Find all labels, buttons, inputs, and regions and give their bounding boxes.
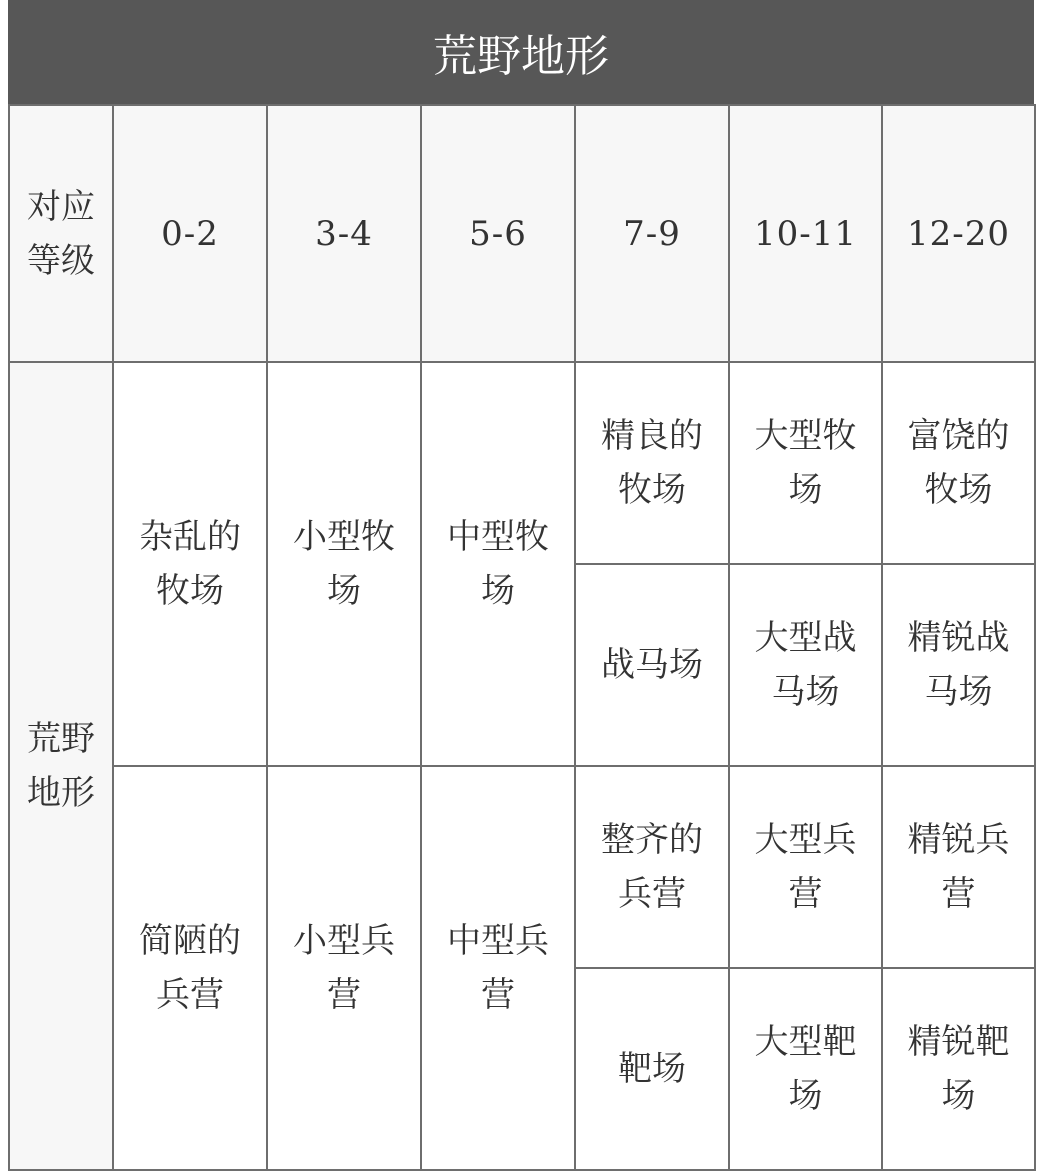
table-title: 荒野地形 [8,0,1034,104]
barracks-cell-3-4: 小型兵营 [267,766,421,1170]
level-cell-3-4: 3-4 [267,105,421,362]
level-cell-5-6: 5-6 [421,105,575,362]
barracks-cell-7-9: 整齐的兵营 [575,766,729,968]
ranch-cell-12-20: 富饶的牧场 [882,362,1035,564]
barracks-cell-5-6: 中型兵营 [421,766,575,1170]
barracks-cell-12-20: 精锐兵营 [882,766,1035,968]
level-header-cell: 对应等级 [9,105,113,362]
ranch-cell-10-11: 大型牧场 [729,362,882,564]
barracks-cell-10-11: 大型兵营 [729,766,882,968]
range-cell-12-20: 精锐靶场 [882,968,1035,1170]
level-cell-12-20: 12-20 [882,105,1035,362]
horse-cell-10-11: 大型战马场 [729,564,882,766]
ranch-cell-5-6: 中型牧场 [421,362,575,766]
level-cell-7-9: 7-9 [575,105,729,362]
terrain-table [8,104,1036,1171]
horse-cell-7-9: 战马场 [575,564,729,766]
horse-cell-12-20: 精锐战马场 [882,564,1035,766]
barracks-row [9,766,1035,968]
barracks-cell-0-2: 简陋的兵营 [113,766,267,1170]
terrain-header-cell: 荒野地形 [9,362,113,1170]
ranch-row-a [9,362,1035,564]
level-cell-0-2: 0-2 [113,105,267,362]
ranch-cell-3-4: 小型牧场 [267,362,421,766]
level-cell-10-11: 10-11 [729,105,882,362]
range-cell-10-11: 大型靶场 [729,968,882,1170]
range-cell-7-9: 靶场 [575,968,729,1170]
ranch-cell-7-9: 精良的牧场 [575,362,729,564]
ranch-cell-0-2: 杂乱的牧场 [113,362,267,766]
level-row [9,105,1035,362]
